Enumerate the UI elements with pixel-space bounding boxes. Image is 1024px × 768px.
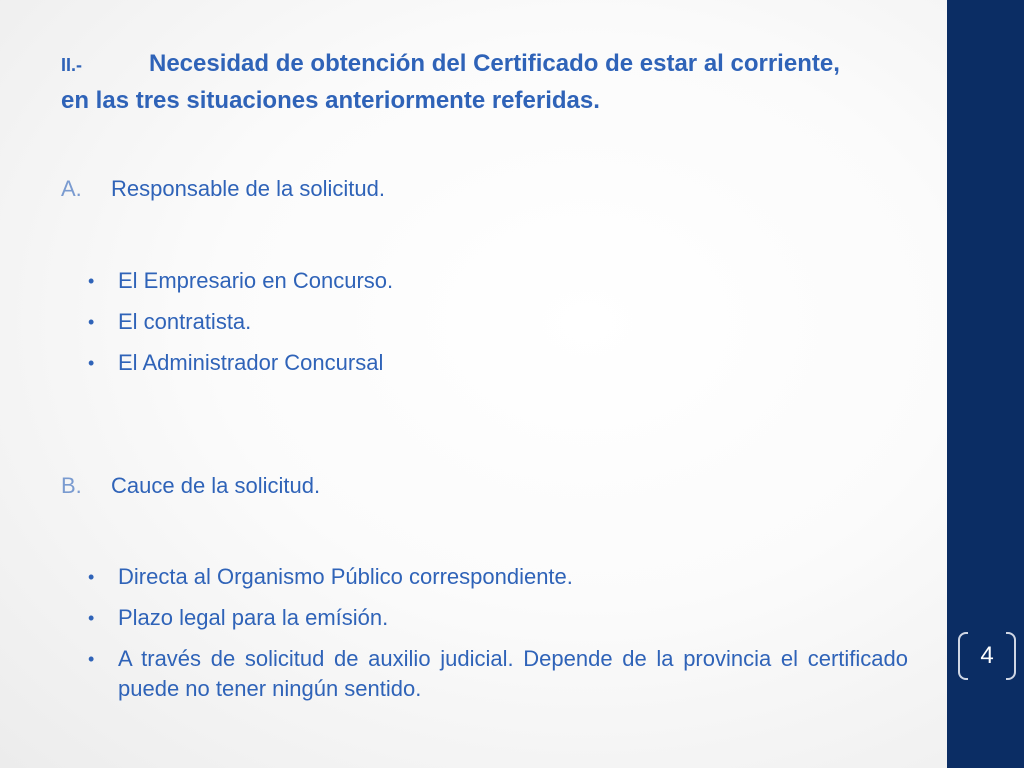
title-number: II.- [61,55,82,75]
page-number: 4 [980,642,994,669]
bullet-icon: • [88,312,95,332]
list-item: • El Empresario en Concurso. [88,266,393,296]
section-b-letter: B. [61,473,82,498]
section-a-heading [61,176,385,202]
section-b-title: Cauce de la solicitud. [111,473,321,498]
list-item: • El Administrador Concursal [88,348,393,378]
list-item: • El contratista. [88,307,393,337]
bullet-icon: • [88,649,95,669]
bullet-icon: • [88,608,95,628]
section-a-list [88,266,393,389]
list-item: • A través de solicitud de auxilio judicial. Depende de la provincia el certificado puede no tener ningún sentido. [88,646,908,701]
list-item: • Plazo legal para la emísión. [88,603,908,633]
slide-title [61,46,851,118]
bullet-icon: • [88,353,95,373]
title-text: Necesidad de obtención del Certificado de estar al corriente, en las tres situaciones anteriormente referidas. [61,50,840,114]
bullet-icon: • [88,567,95,587]
page-number-badge [958,632,1016,682]
section-b-heading [61,473,320,499]
section-a-letter: A. [61,176,82,201]
bullet-icon: • [88,271,95,291]
section-a-title: Responsable de la solicitud. [111,176,385,201]
list-item: • Directa al Organismo Público correspondiente. [88,562,908,592]
section-b-list [88,562,908,715]
